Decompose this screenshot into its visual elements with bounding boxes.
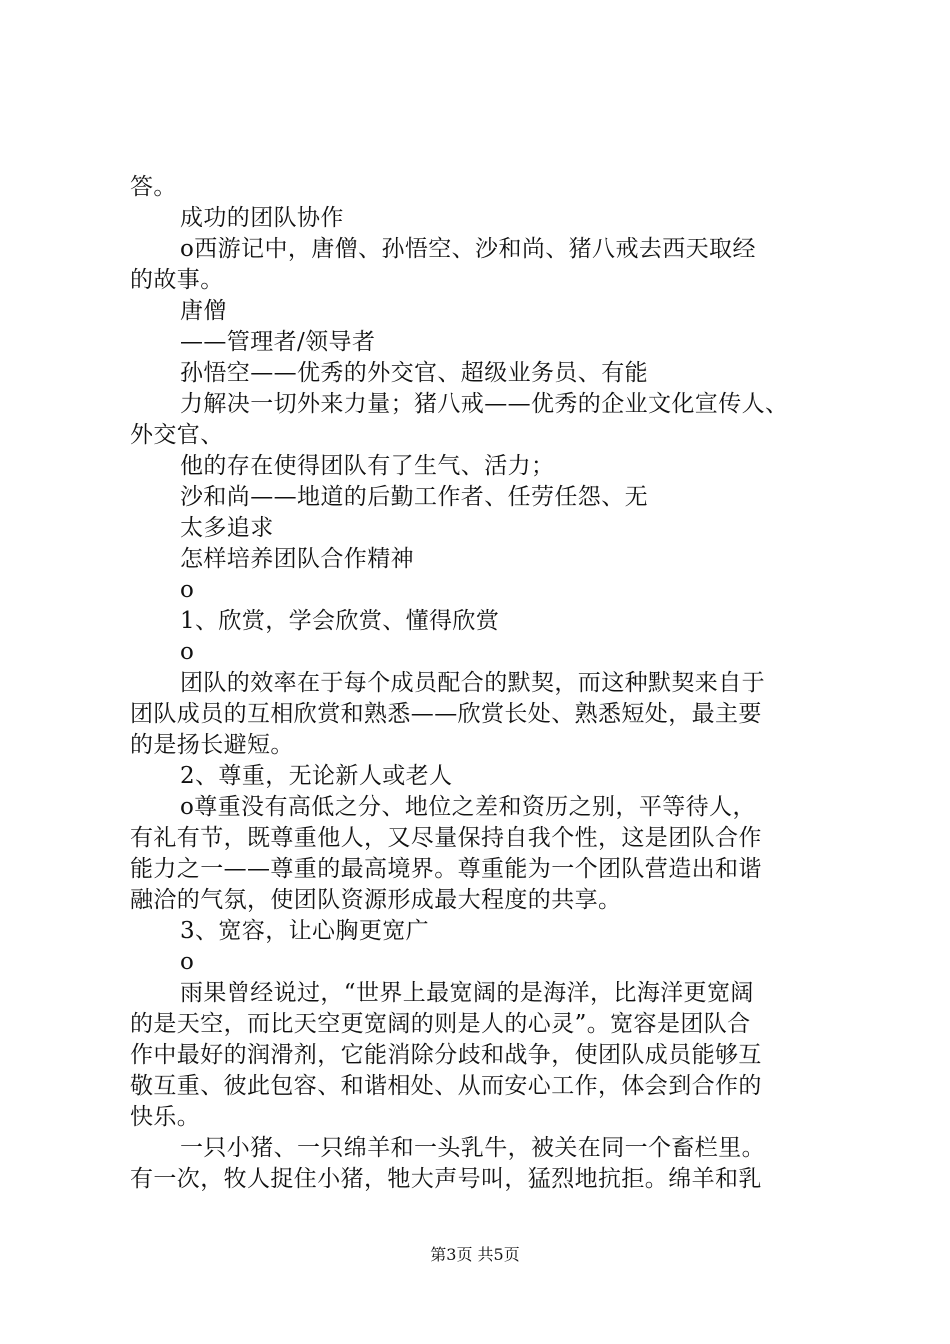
text-line: 雨果曾经说过，“世界上最宽阔的是海洋，比海洋更宽阔 [180, 980, 754, 1006]
section-heading: 2、尊重，无论新人或老人 [180, 763, 453, 789]
text-line: 敬互重、彼此包容、和谐相处、从而安心工作，体会到合作的 [130, 1073, 762, 1099]
text-line: 的是扬长避短。 [130, 732, 294, 758]
text-line: 有一次，牧人捉住小猪，牠大声号叫，猛烈地抗拒。绵羊和乳 [130, 1166, 762, 1192]
bullet-marker: o [180, 949, 195, 975]
bullet-marker: o [180, 639, 195, 665]
text-line: ——管理者/领导者 [180, 329, 376, 355]
text-line: 的是天空，而比天空更宽阔的则是人的心灵”。宽容是团队合 [130, 1011, 751, 1037]
section-heading: 怎样培养团队合作精神 [180, 546, 414, 572]
text-line: o尊重没有高低之分、地位之差和资历之别，平等待人， [180, 794, 756, 820]
text-line: 孙悟空——优秀的外交官、超级业务员、有能 [180, 360, 648, 386]
section-heading: 成功的团队协作 [180, 205, 344, 231]
text-line: 沙和尚——地道的后勤工作者、任劳任怨、无 [180, 484, 648, 510]
text-line: 唐僧 [180, 298, 227, 324]
bullet-marker: o [180, 577, 195, 603]
text-line: 外交官、 [130, 422, 224, 448]
text-line: 快乐。 [130, 1104, 201, 1130]
text-line: 答。 [130, 174, 177, 200]
text-line: 能力之一——尊重的最高境界。尊重能为一个团队营造出和谐 [130, 856, 762, 882]
page-number-footer: 第3页 共5页 [430, 1245, 520, 1264]
section-heading: 1、欣赏，学会欣赏、懂得欣赏 [180, 608, 500, 634]
text-line: 的故事。 [130, 267, 224, 293]
text-line: 一只小猪、一只绵羊和一头乳牛，被关在同一个畜栏里。 [180, 1135, 765, 1161]
text-line: 他的存在使得团队有了生气、活力； [180, 453, 555, 479]
text-line: 融洽的气氛，使团队资源形成最大程度的共享。 [130, 887, 622, 913]
text-line: 太多追求 [180, 515, 274, 541]
text-line: 团队的效率在于每个成员配合的默契，而这种默契来自于 [180, 670, 765, 696]
text-line: 作中最好的润滑剂，它能消除分歧和战争，使团队成员能够互 [130, 1042, 762, 1068]
text-line: 力解决一切外来力量；猪八戒——优秀的企业文化宣传人、 [180, 391, 789, 417]
document-body [130, 172, 830, 1195]
text-line: 有礼有节，既尊重他人，又尽量保持自我个性，这是团队合作 [130, 825, 762, 851]
section-heading: 3、宽容，让心胸更宽广 [180, 918, 430, 944]
text-line: o西游记中，唐僧、孙悟空、沙和尚、猪八戒去西天取经 [180, 236, 756, 262]
text-line: 团队成员的互相欣赏和熟悉——欣赏长处、熟悉短处，最主要 [130, 701, 762, 727]
